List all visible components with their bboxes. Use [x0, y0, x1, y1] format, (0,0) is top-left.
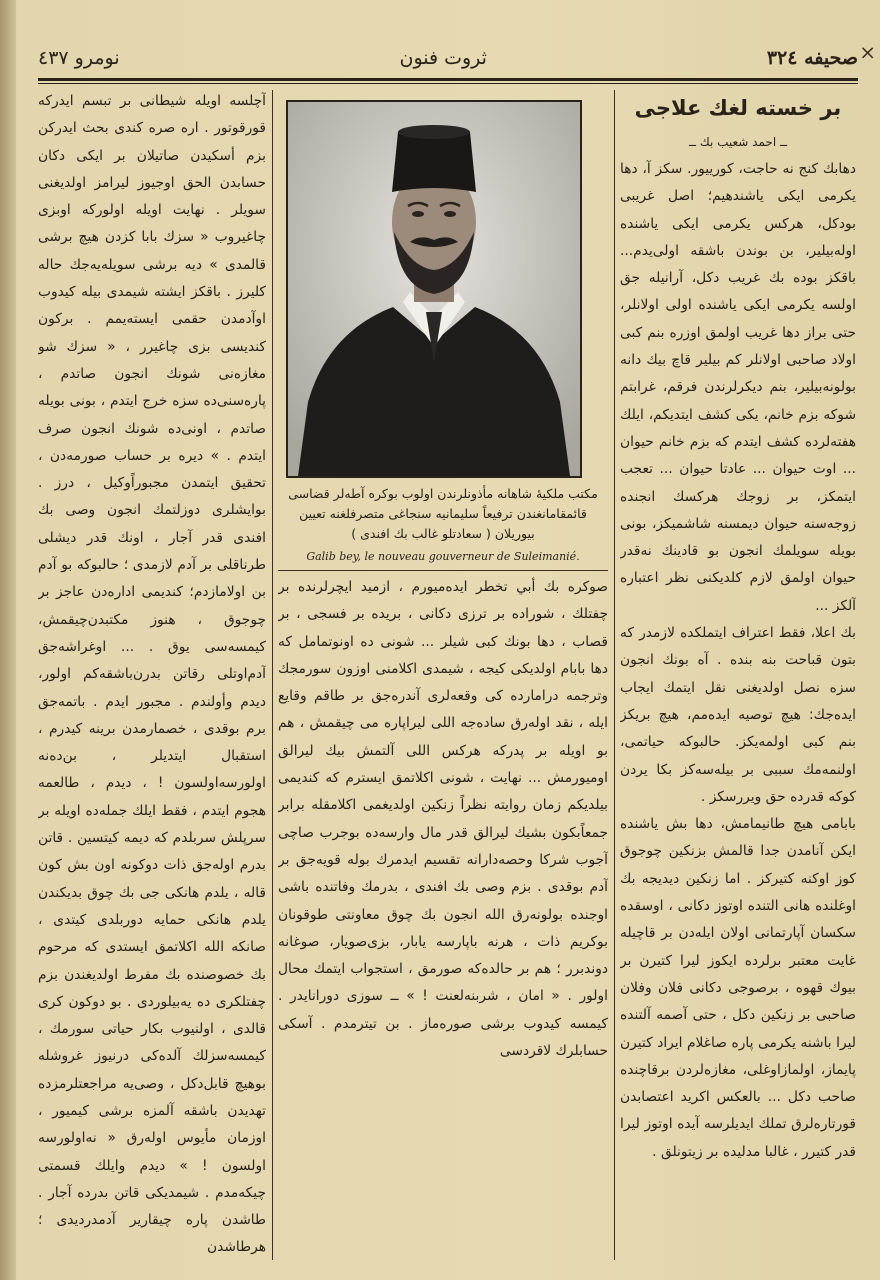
- page-header: [38, 38, 858, 78]
- paragraph: آچلسه اويله شيطانى بر تبسم ايدركه قورقوتور . اره صره كندى بحث ايدركن بزم أسكيدن صاتيلان بر ايكى دكان حسابدن الحق اوجيوز ليرامز اولديغنى سويلر . نهايت اويله اولوركه اوبزى چاغيروب « سزك بابا كزدن هيچ برشى قالمدى » ديه برشى سويله‌يه‌جك حاله كليرز . باقكز ايشته شيمدى بيله كيدوب اوآدمدن حقمى ايسته‌يمم . بركون كنديسى بزى چاغيرر ، « سزك شو مغازه‌نى شونك انجون صاتدم ، پاره‌سنى‌ده سزه خرج ايتدم ، بونى بويله صاتدم ، اونى‌ده شونك انجون صرف ايتدم . » ديره بر حساب صورمه‌دن ، تحقيق ايتمدن مجبوراًوكيل ، درز . بوايشلرى دوزلتمك انجون وصى بك افندى قدر آجار ، اونك قدر ديشلى طرناقلى بر آدم لازمدى ؛ حالبوكه بو آدم بن اولامازدم؛ كنديمى اداره‌دن عاجز بر چوجوق ، هنوز مكتبدن‌چيقمش، كيمسه‌سى يوق . ... اوغرا‌شه‌جق آدم‌اوتلى رقاتن بدرن‌باشقه‌كم اولور، ديدم وأولندم . مجبور ايدم . باتمه‌جق برم بوقدى ، خصمارمدن برينه كيدرم ، استقبال ايتديلر ، بن‌ده‌نه اولورسه‌اولسون ! ، ديدم ، طالعمه هجوم ايتدم ، فقط ايلك جمله‌ده اويله بر سرپلش سربلدم كه ديمه كيتسين . قاتن بدرم اوله‌جق ذات دوكونه اون بش كون قاله ، يلدم هانكى جى بك چوق بديكندن يلدم هانكى حمايه دوربلدى كيتدى ، صانكه الله اكلاتمق ايستدى كه مرحوم بك خصوصنده بك مفرط اولديغندن بزم چفتلكرى ده يه‌بيلوردى . بو دوكون كرى قالدى ، اولنيوب بكار حياتى سورمك ، كيمسه‌سزلك آلده‌كى درنيوز غروشله بوهيچ قابل‌دكل ، وصى‌يه مراجعتلرمزده تهديدن باشقه آلمزه برشى كيميور ، اوزمان مأيوس اوله‌رق « نه‌اولورسه اولسون ! » ديدم وايلك قسمتى چيكه‌مدم . شيمديكى قاتن بدرده آجار . طاشدن پاره چيقارير آدمدرديدى ؛ هرطاشدن: [38, 93, 266, 1256]
- page-number: صحيفه ٣٢٤: [766, 47, 858, 69]
- portrait-photo: [286, 100, 582, 478]
- article-column-left: [38, 88, 266, 1260]
- article-column-middle: [278, 574, 608, 1260]
- photo-caption: [278, 484, 608, 568]
- header-rule-thin: [38, 83, 858, 84]
- paragraph: دهابك كنج نه حاجت، كورييور. سكز آ، دها يكرمى ايكى ياشندهيم؛ اصل غريبى بودكل، هركس يكرمى ايكى ياشنده اوله‌بيلير، بن بوندن باشقه اولى‌يدم... باقكز بوده بك غريب دكل، آرانيله جق اولسه يكرمى ايكى ياشنده اولى اولانلر، حتى براز دها غريب اولمق اوزره بنم كبى اولاد صاحبى اولانلر كم بيلير قاچ بيك دانه بولونه‌بيلير، بنم ديكرلرندن فرقم، غرابتم شوكه بزم خانم، يكى كشف ايتديكم، ايلك هفته‌لرده كشف ايتدم كه بزم خانم حيوان ... اوت حيوان ... عادتا حيوان ... تعجب ايتمكز، بر زوجك هركسك انجنده زوجه‌سنه حيوان ديمسنه شاشميكز، بونى بويله سويلمك انجون بو قادينك نه‌قدر حيوان اولمق لازم كلديكنى نظر اعتباره آلكز ...: [620, 161, 856, 614]
- portrait-image: [288, 102, 580, 476]
- column-divider-right: [614, 90, 615, 1260]
- article-column-right: [620, 88, 856, 1260]
- article-title: بر خسته لغك علاجى: [634, 96, 842, 120]
- caption-ottoman: مكتب ملكيهٔ شاهانه مأذونلرندن اولوب بوكره آطه‌لر قضاسى قائمقامانغندن ترفيعاً سليمانيه سنجاغى متصرفلغنه تعيين بيوريلان ( سعادتلو غالب بك افندى ): [288, 486, 598, 541]
- journal-title: ثروت فنون: [399, 47, 487, 69]
- paragraph: بابامى هيچ طانيمامش، دها بش ياشنده ايكن آنامدن جدا قالمش بزنكين چوجوق كوز اوكنه كتيركز . اما زنكين ديديجه بك اوغلنده هانى التنده اوتوز دكانى ، اوسقده سكسان آپارتمانى اولان ايله‌دن بر قاچيله غايت معتبر برلرده ايكوز ليرا كتيرن بر بيوك قهوه ، برصوجى دكانى فلان وفلان صاحبى بر زنكين دكل ، حتى آصمه آلتنده ليرا باشنه يكرمى پاره صاغلام ايراد كتيرن پايماز، اولمازاوغلى، مغازه‌لردن برقاچنده صاحب دكل ... بالعكس اكريد اعتصابدن قورتاره‌لرق تملك ايديلرسه آيده اوتوز ليرا قدر كتيرر ، غالبا مدليده بر زيتونلق .: [620, 816, 856, 1160]
- paragraph: بك اعلا، فقط اعتراف ايتملكده لازمدر كه بتون قباحت بنه بنده . آه بونك انجون سزه نصل اولديغنى نقل ايتمك ايجاب ايده‌جك: هيچ توصيه ايده‌مم، هيچ بريكز بنم كبى اولمه‌يكز. حالبوكه حياتمى، اولنمه‌مك سببى بر بيله‌سه‌كز بكا يردن كوكه قدرده حق ويررسكز .: [620, 625, 856, 805]
- column-divider-left: [272, 90, 273, 1260]
- issue-number: نومرو ٤٣٧: [38, 47, 120, 69]
- caption-rule: [278, 570, 608, 571]
- corner-mark: ×: [859, 40, 876, 64]
- header-rule-thick: [38, 78, 858, 81]
- page-binding-edge: [0, 0, 16, 1280]
- paragraph: صوكره بك أبي تخطر ايده‌ميورم ، ازميد ايچرلرنده بر چفتلك ، شوراده بر ترزى دكانى ، بريده بر فسجى ، بر قصاب ، دها بونك كبى شيلر ... شونى ده اونوتمامل كه دها بابام اولديكى كيجه ، شيمدى اكلامنى اوزون سورمجك وترجمه درامارده كى وقعه‌لرى آندره‌جق بر طاقم وقايع ايله ، نقد اوله‌رق ساده‌جه اللى ليراپاره مى چيقمش ، هم بو اويله بر پدركه هركس اللى آلتمش بيك ليرالق اوميورمش ... نهايت ، شونى اكلاتمق ايسترم كه كنديمى بيلديكم زمان روايته نظراً زنكين اولديغمى اكلامقله برابر جمعاًبكون بشيك ليرالق قدر مال وارسه‌ده بوجرب صاچى آجوب شركا وحصه‌دارانه تقسيم ايدمرك بوله قويه‌جق بر آدم بوقدى . بزم وصى بك افندى ، بدرمك وفاتنده باشى اوجنده بولونه‌رق الله انجون بك چوق معاونتى طوقونان بوكريم ذات ، هرنه باپارسه يابار، بزى‌صويار، صوغانه دوندبرر ؛ هم بر حالده‌كه صورمق ، استجواب ايتمك محال اولور . « امان ، شربنه‌لعنت ! » ــ سوزى دورانايدر . كيمسه كيدوب برشى صوره‌ماز . بن تيترمدم . آسكى حسابلرك لاقردسى: [278, 579, 608, 1060]
- article-author: ــ احمد شعيب بك ــ: [688, 135, 787, 149]
- caption-french: Galib bey, le nouveau gouverneur de Suleimanié.: [306, 550, 580, 563]
